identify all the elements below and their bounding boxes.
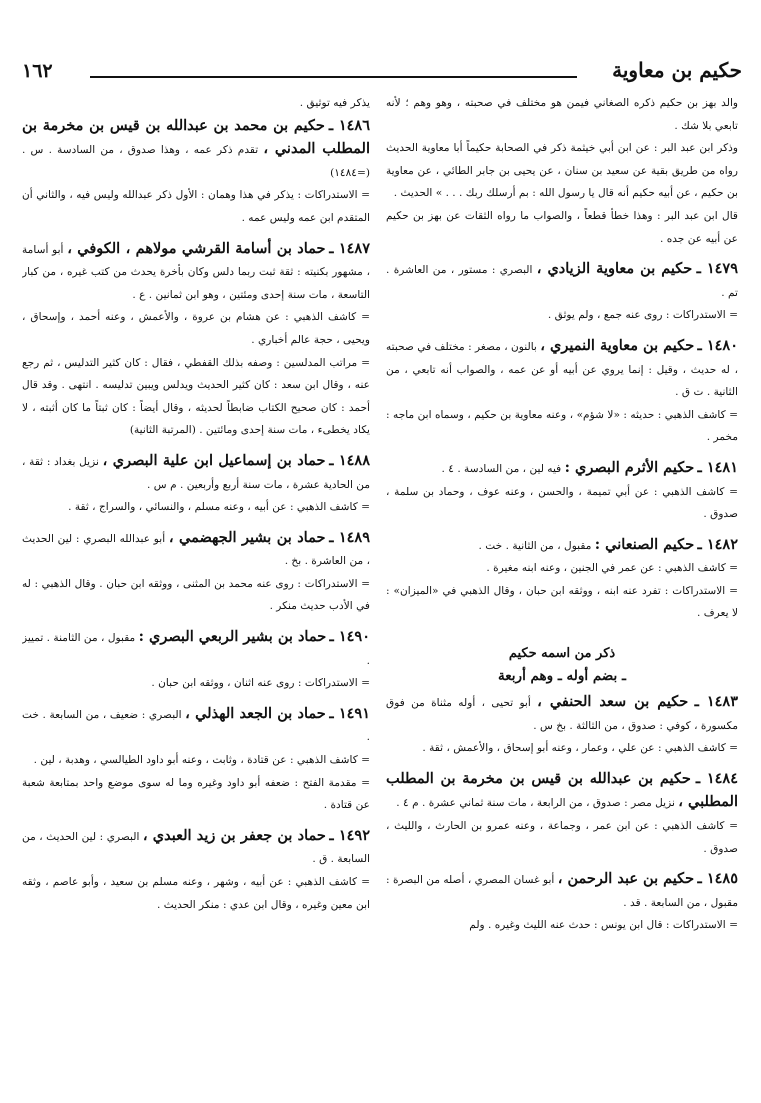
entry-number: ١٤٨٨ ـ	[329, 451, 370, 469]
right-column	[386, 92, 738, 1093]
entry-text: نزيل مصر : صدوق ، من الرابعة ، مات سنة ثماني عشرة . م ٤ .	[396, 797, 679, 810]
biography-entry	[22, 703, 370, 749]
biography-entry	[386, 457, 738, 481]
text-paragraph: = كاشف الذهبي : عن علي ، وعمار ، وعنه أبو إسحاق ، والأعمش ، ثقة .	[422, 742, 738, 755]
text-paragraph: = مقدمة الفتح : ضعفه أبو داود وغيره وما له سوى موضع واحد بمتابعة شعبة عن قتادة .	[22, 776, 370, 812]
entry-text: تقدم ذكر عمه ، وهذا صدوق ، من السادسة . س . (=١٤٨٤)	[22, 144, 370, 179]
text-paragraph: = كاشف الذهبي : عن هشام بن عروة ، والأعمش ، وعنه أحمد ، وإسحاق ، ويحيى ، حجة عالم أخباري .	[22, 311, 370, 346]
entry-number: ١٤٩١ ـ	[329, 704, 370, 722]
entry-text: البصري : ضعيف ، من السابعة . خت .	[22, 708, 370, 744]
text-paragraph: = الاستدراكات : يذكر في هذا وهمان : الأول ذكر عبدالله وليس فيه ، والثاني أن المتقدم ابن عمه وليس عمه .	[22, 189, 370, 224]
text-paragraph: = كاشف الذهبي : عن قتادة ، وثابت ، وعنه أبو داود الطيالسي ، وهدبة ، لين .	[33, 754, 370, 767]
entry-number: ١٤٩٢ ـ	[329, 826, 370, 844]
text-paragraph: قال ابن عبد البر : وهذا خطأ قطعاً ، والصواب ما رواه الثقات عن بهز بن حكيم عن أبيه عن جده .	[386, 209, 738, 245]
entry-name: حكيم الأثرم البصري :	[564, 458, 695, 476]
text-paragraph: = مراتب المدلسين : وصفه بذلك القفطي ، فقال : كان كثير التدليس ، ثم رجع عنه ، وقال ابن سعد : كان كثير الحديث ويدلس ويبين تدليسه . انتهى . وقد قال أحمد : كان صحيح الكتاب ضابطاً لحديثه ، وقال أيضاً : كان ثبتاً ما كان أثبته ، لا يكاد يخطىء ، مات سنة إحدى ومائتين . (المرتبة الثانية)	[22, 356, 370, 437]
header-rule	[90, 76, 577, 78]
spacer	[386, 250, 738, 258]
entry-number: ١٤٨٣ ـ	[694, 693, 738, 711]
entry-name: حماد بن إسماعيل ابن علية البصري ،	[102, 451, 326, 469]
entry-text: أبو غسان المصري ، أصله من البصرة : مقبول ، من السابعة . قد .	[386, 874, 738, 909]
entry-number: ١٤٨٧ ـ	[329, 239, 370, 257]
biography-entry	[22, 238, 370, 307]
text-paragraph: يذكر فيه توثيق .	[299, 97, 370, 109]
entry-number: ١٤٧٩ ـ	[696, 260, 738, 278]
text-paragraph: = كاشف الذهبي : عن أبي تميمة ، والحسن ، وعنه عوف ، وحماد بن سلمة ، صدوق .	[386, 485, 738, 521]
entry-number: ١٤٨١ ـ	[697, 458, 738, 476]
spacer	[22, 695, 370, 703]
entry-number: ١٤٨٥ ـ	[697, 870, 738, 888]
spacer	[22, 519, 370, 527]
page-header	[22, 58, 742, 92]
section-heading: ذكر من اسمه حكيم	[508, 646, 616, 662]
biography-entry	[386, 868, 738, 914]
entry-number: ١٤٨٦ ـ	[328, 116, 370, 134]
entry-name: حكيم بن عبدالله بن قيس بن مخرمة بن المطلب المطلبي ،	[386, 769, 738, 811]
biography-entry	[386, 258, 738, 304]
running-title: حكيم بن معاوية	[612, 58, 742, 82]
spacer	[22, 618, 370, 626]
spacer	[22, 817, 370, 825]
entry-number: ١٤٩٠ ـ	[329, 628, 370, 646]
spacer	[386, 449, 738, 457]
entry-text: مقبول ، من الثانية . خت .	[478, 539, 595, 552]
text-paragraph: = الاستدراكات : قال ابن يونس : حدث عنه الليث وغيره . ولم	[469, 919, 738, 932]
spacer	[386, 760, 738, 768]
entry-text: أبو عبدالله البصري : لين الحديث ، من العاشرة . بخ .	[22, 532, 370, 568]
entry-name: حماد بن أسامة القرشي مولاهم ، الكوفي ،	[67, 239, 326, 257]
biography-entry	[22, 626, 370, 672]
text-paragraph: = كاشف الذهبي : عن أبيه ، وشهر ، وعنه مسلم بن سعيد ، وأبو عاصم ، وثقه ابن معين وغيره ، وقال ابن عدي : منكر الحديث .	[22, 876, 370, 911]
text-paragraph: = كاشف الذهبي : عن ابن عمر ، وجماعة ، وعنه عمرو بن الحارث ، والليث ، صدوق .	[386, 820, 738, 855]
biography-entry	[22, 115, 370, 185]
text-paragraph: = كاشف الذهبي : حديثه : «لا شؤم» ، وعنه معاوية بن حكيم ، وسماه ابن ماجه : مخمر .	[386, 408, 738, 444]
biography-entry	[386, 691, 738, 737]
entry-text: أبو تحيى ، أوله مثناة من فوق مكسورة ، كوفي : صدوق ، من الثالثة . بخ س .	[386, 697, 738, 732]
text-paragraph: = الاستدراكات : روى عنه محمد بن المثنى ، ووثقه ابن حبان . وقال الذهبي : له في الأدب حديث منكر .	[22, 577, 370, 613]
entry-text: فيه لين ، من السادسة . ٤ .	[441, 462, 565, 475]
entry-text: مقبول ، من الثامنة . تمييز .	[22, 632, 370, 667]
text-paragraph: = الاستدراكات : تفرد عنه ابنه ، ووثقه ابن حبان ، وقال الذهبي في «الميزان» : لا يعرف .	[386, 584, 738, 620]
left-column	[22, 92, 370, 1093]
biography-entry	[386, 768, 738, 815]
biography-entry	[386, 335, 738, 404]
entry-name: حكيم بن محمد بن عبدالله بن قيس بن مخرمة بن المطلب المدني ،	[22, 116, 370, 158]
entry-text: بالنون ، مصغر : مختلف في صحبته ، له حديث ، وقيل : إنما يروي عن أبيه أو عن عمه ، والصواب أنه تابعي ، من الثانية . ت ق .	[386, 340, 738, 399]
text-paragraph: = الاستدراكات : روى عنه جمع ، ولم يوثق .	[547, 309, 738, 322]
biography-entry	[22, 527, 370, 573]
entry-text: أبو أسامة ، مشهور بكنيته : ثقة ثبت ربما دلس وكان بأخرة يحدث من كتب غيره ، من كبار التاسعة ، مات سنة إحدى ومئتين ، وهو ابن ثمانين . ع .	[22, 243, 370, 301]
text-paragraph: وذكر ابن عبد البر : عن ابن أبي خيثمة ذكر في الصحابة حكيماً أبا معاوية الحديث رواه من طريق بقية عن سعيد بن سنان ، عن يحيى بن جابر الطائي ، عن معاوية بن حكيم ، عن أبيه حكيم أنه قال يا رسول الله : بم أرسلك ربك . . . » الحديث .	[386, 142, 738, 200]
biography-entry	[22, 825, 370, 871]
entry-name: حماد بن بشير الربعي البصري :	[138, 628, 327, 646]
text-paragraph: = كاشف الذهبي : عن عمر في الجنين ، وعنه ابنه مغيرة .	[486, 562, 738, 575]
entry-name: حكيم الصنعاني :	[594, 535, 695, 553]
spacer	[386, 860, 738, 868]
spacer	[22, 442, 370, 450]
text-paragraph: = الاستدراكات : روى عنه اثنان ، ووثقه ابن حبان .	[151, 677, 370, 690]
text-paragraph: والد بهز بن حكيم ذكره الصغاني فيمن هو مختلف في صحبته ، وهو وهم ؛ لأنه تابعي بلا شك .	[386, 97, 738, 132]
entry-name: حماد بن الجعد الهذلي ،	[185, 704, 326, 722]
entry-name: حكيم بن معاوية الزيادي ،	[536, 260, 693, 278]
biography-entry	[22, 450, 370, 496]
entry-name: حماد بن بشير الجهضمي ،	[168, 528, 326, 546]
text-paragraph: = كاشف الذهبي : عن أبيه ، وعنه مسلم ، والنسائي ، والسراج ، ثقة .	[68, 501, 370, 514]
entry-text: البصري : مستور ، من العاشرة . تم .	[386, 264, 738, 299]
entry-name: حماد بن جعفر بن زيد العبدي ،	[142, 826, 326, 844]
entry-name: حكيم بن معاوية النميري ،	[540, 336, 695, 354]
page-number: ١٦٢	[22, 60, 53, 82]
spacer	[386, 327, 738, 335]
entry-number: ١٤٨٠ ـ	[697, 336, 738, 354]
entry-number: ١٤٨٤ ـ	[695, 769, 738, 787]
entry-number: ١٤٨٩ ـ	[329, 528, 370, 546]
biography-entry	[386, 534, 738, 558]
spacer	[386, 526, 738, 534]
entry-name: حكيم بن عبد الرحمن ،	[557, 870, 695, 888]
entry-number: ١٤٨٢ ـ	[697, 535, 738, 553]
entry-name: حكيم بن سعد الحنفي ،	[537, 693, 689, 711]
entry-text: نزيل بغداد : ثقة ، من الحادية عشرة ، مات سنة أربع وأربعين . م س .	[22, 455, 370, 491]
spacer	[22, 230, 370, 238]
section-subheading: ـ بضم أوله ـ وهم أربعة	[498, 668, 626, 685]
entry-text: البصري : لين الحديث ، من السابعة . ق .	[22, 830, 370, 866]
